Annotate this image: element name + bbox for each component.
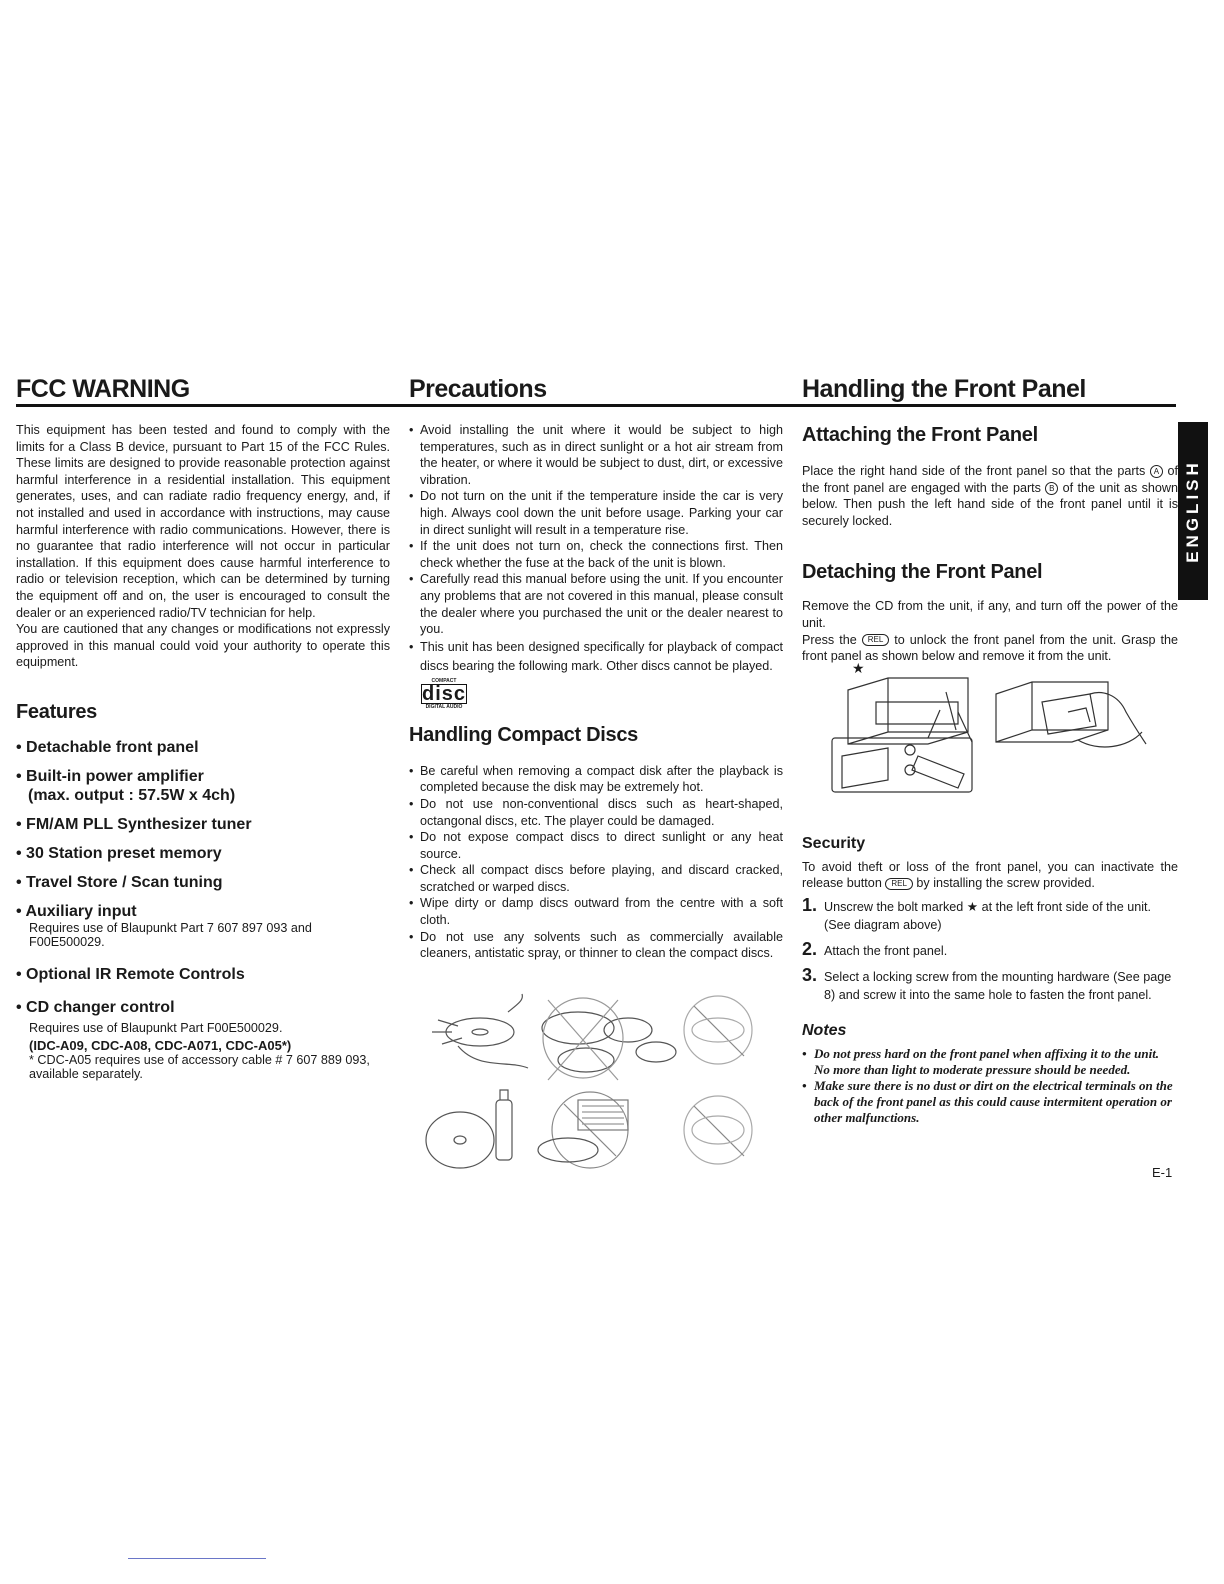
language-side-tab bbox=[1178, 422, 1208, 600]
feature-item: • FM/AM PLL Synthesizer tuner bbox=[16, 815, 252, 833]
step-item bbox=[802, 940, 1178, 960]
fcc-paragraph-1: This equipment has been tested and found to comply with the limits for a Class B device, pursuant to Part 15 of the FCC Rules. These limits are designed to provide reasonable protection against harmful interference in a residential installation. This equipment generates, uses, and can radiate radio frequency energy, and, if not installed and used in accordance with instructions, may cause harmful interference with radio communications. However, there is no guarantee that radio interference will not occur in particular installation. If this equipment does cause harmful interference to radio or television reception, which can be determined by turning the equipment off and on, the user is encouraged to consult the dealer or an experienced radio/TV technician for help. bbox=[16, 423, 390, 620]
note-item: • Do not press hard on the front panel when affixing it to the unit. No more than light to moderate pressure should be needed. bbox=[802, 1046, 1178, 1078]
compact-discs-list bbox=[409, 763, 783, 962]
column-fcc-features bbox=[16, 372, 390, 1081]
front-panel-diagram bbox=[828, 672, 1148, 796]
part-a-marker: A bbox=[1150, 465, 1163, 478]
step-text: Select a locking screw from the mounting hardware (See page 8) and screw it into the same hole to fasten the front panel. bbox=[824, 969, 1172, 1002]
attach-paragraph bbox=[802, 463, 1178, 529]
feature-label: 30 Station preset memory bbox=[26, 844, 222, 862]
features-title: Features bbox=[16, 700, 97, 723]
feature-footnote: * CDC-A05 requires use of accessory cable # 7 607 889 093, available separately. bbox=[29, 1052, 370, 1081]
list-item: • Do not use non-conventional discs such as heart-shaped, octangonal discs, etc. The player could be damaged. bbox=[409, 796, 783, 829]
security-paragraph bbox=[802, 859, 1178, 892]
precautions-list bbox=[409, 422, 783, 676]
attach-text-c: of the unit as shown below. Then push the left hand side of the front panel until it is securely locked. bbox=[802, 480, 1179, 528]
feature-sub: Requires use of Blaupunkt Part F00E500029. bbox=[29, 1020, 283, 1035]
list-item: • Do not turn on the unit if the temperature inside the car is very high. Always cool down the unit before usage. Parking your car in direct sunlight will result in a temperature rise. bbox=[409, 488, 783, 538]
step-number: 1. bbox=[802, 894, 818, 915]
note-item: • Make sure there is no dust or dirt on the electrical terminals on the back of the front panel as this could cause intermitent operation or other malfunctions. bbox=[802, 1078, 1178, 1126]
rel-button-icon: REL bbox=[885, 878, 913, 890]
feature-label: CD changer control bbox=[26, 998, 175, 1016]
detach-text-a: Press the bbox=[802, 632, 857, 647]
column-precautions bbox=[409, 372, 783, 962]
feature-label: FM/AM PLL Synthesizer tuner bbox=[26, 815, 252, 833]
fcc-paragraph-2: You are cautioned that any changes or modifications not expressly approved in this manual could void your authority to operate this equipment. bbox=[16, 622, 390, 670]
feature-label: Built-in power amplifier bbox=[26, 767, 204, 785]
feature-item: • Optional IR Remote Controls bbox=[16, 965, 245, 983]
step-item bbox=[802, 966, 1178, 1004]
list-item: • If the unit does not turn on, check the connections first. Then check whether the fuse at the back of the unit is blown. bbox=[409, 538, 783, 571]
detach-title: Detaching the Front Panel bbox=[802, 561, 1043, 584]
step-text: Unscrew the bolt marked ★ at the left front side of the unit. (See diagram above) bbox=[824, 899, 1151, 932]
page-number: E-1 bbox=[1152, 1165, 1173, 1180]
feature-item: • Built-in power amplifier (max. output : 57.5W x 4ch) bbox=[16, 767, 390, 805]
list-item: • Do not expose compact discs to direct sunlight or any heat source. bbox=[409, 829, 783, 862]
feature-item: • Detachable front panel bbox=[16, 738, 199, 756]
attach-title: Attaching the Front Panel bbox=[802, 424, 1038, 446]
notes-list bbox=[802, 1046, 1178, 1126]
side-tab-label: ENGLISH bbox=[1183, 459, 1202, 563]
feature-label-2: (max. output : 57.5W x 4ch) bbox=[28, 786, 236, 804]
logo-top-text: COMPACT bbox=[431, 677, 457, 684]
list-item: • Check all compact discs before playing, and discard cracked, scratched or warped discs. bbox=[409, 862, 783, 895]
step-text: Attach the front panel. bbox=[824, 943, 948, 958]
list-item: • Avoid installing the unit where it would be subject to high temperatures, such as in direct sunlight or a hot air stream from the heater, or where it would be subject to dust, dirt, or excessive vibration. bbox=[409, 422, 783, 488]
feature-label: Optional IR Remote Controls bbox=[26, 965, 245, 983]
security-title: Security bbox=[802, 834, 866, 852]
feature-item: • CD changer control Requires use of Blaupunkt Part F00E500029. (IDC-A09, CDC-A08, CDC-A071, CDC-A05*) * CDC-A05 requires use of accessory cable # 7 607 889 093, available separately. bbox=[16, 998, 390, 1081]
notes-title: Notes bbox=[802, 1021, 847, 1039]
logo-bottom-text: DIGITAL AUDIO bbox=[425, 703, 463, 710]
security-text-a: To avoid theft or loss of the front panel, you can inactivate the release button bbox=[802, 859, 1178, 891]
feature-item: • Auxiliary input Requires use of Blaupunkt Part 7 607 897 093 and F00E500029. bbox=[16, 902, 390, 949]
star-marker: ★ bbox=[852, 660, 865, 676]
footer-link-line bbox=[128, 1558, 266, 1559]
feature-item: • 30 Station preset memory bbox=[16, 844, 222, 862]
list-item: • Do not use any solvents such as commercially available cleaners, antistatic spray, or thinner to clean the compact discs. bbox=[409, 929, 783, 962]
detach-text-b: to unlock the front panel from the unit. Grasp the front panel as shown below and remove it from the unit. bbox=[802, 632, 1179, 664]
compact-discs-title: Handling Compact Discs bbox=[409, 723, 638, 746]
list-item: • Carefully read this manual before using the unit. If you encounter any problems that are not covered in this manual, please consult the dealer where you purchased the unit or the dealer nearest to you. bbox=[409, 571, 783, 637]
disc-handling-illustration bbox=[418, 990, 778, 1190]
feature-label: Travel Store / Scan tuning bbox=[26, 873, 223, 891]
feature-models: (IDC-A09, CDC-A08, CDC-A071, CDC-A05*) bbox=[29, 1037, 292, 1053]
list-item: • Wipe dirty or damp discs outward from the centre with a soft cloth. bbox=[409, 895, 783, 928]
part-b-marker: B bbox=[1045, 482, 1058, 495]
security-steps bbox=[802, 896, 1178, 1004]
step-item bbox=[802, 896, 1178, 934]
fcc-title: FCC WARNING bbox=[16, 375, 190, 403]
feature-label: Detachable front panel bbox=[26, 738, 199, 756]
detach-paragraph-1: Remove the CD from the unit, if any, and turn off the power of the unit. bbox=[802, 599, 1178, 630]
logo-disc-text: disc bbox=[422, 682, 467, 705]
feature-label: Auxiliary input bbox=[25, 902, 137, 920]
rel-button-icon: REL bbox=[862, 634, 890, 646]
step-number: 2. bbox=[802, 938, 818, 959]
list-item: • Be careful when removing a compact disk after the playback is completed because the disk may be extremely hot. bbox=[409, 763, 783, 796]
security-text-b: by installing the screw provided. bbox=[916, 876, 1095, 891]
compact-disc-logo bbox=[421, 678, 467, 710]
front-panel-title: Handling the Front Panel bbox=[802, 375, 1086, 403]
step-number: 3. bbox=[802, 964, 818, 985]
precautions-title: Precautions bbox=[409, 375, 547, 403]
attach-text-b: of the front panel are engaged with the parts bbox=[802, 464, 1179, 495]
attach-text-a: Place the right hand side of the front panel so that the parts bbox=[802, 464, 1146, 478]
feature-sub: Requires use of Blaupunkt Part 7 607 897 093 and F00E500029. bbox=[29, 920, 312, 949]
feature-item: • Travel Store / Scan tuning bbox=[16, 873, 223, 891]
list-item: • This unit has been designed specifically for playback of compact discs bearing the following mark. Other discs cannot be played. bbox=[409, 638, 783, 676]
